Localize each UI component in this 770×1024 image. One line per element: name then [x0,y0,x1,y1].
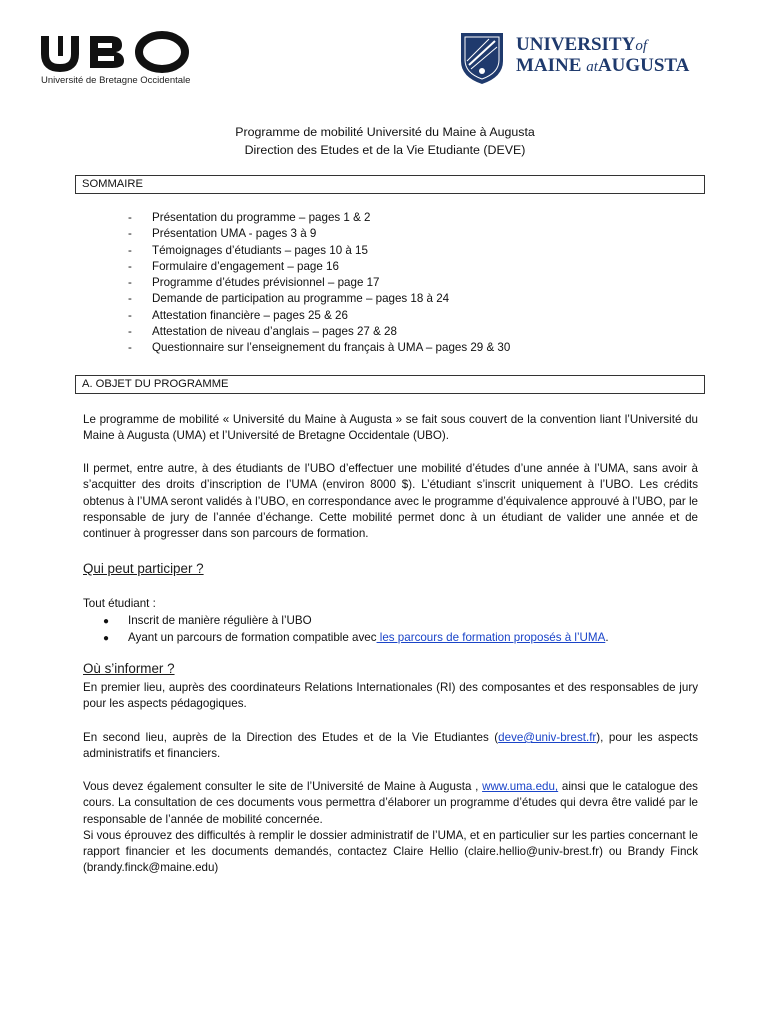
qui-heading: Qui peut participer ? [83,561,204,576]
page-subtitle: Direction des Etudes et de la Vie Etudiante (DEVE) [244,143,526,157]
page-title: Programme de mobilité Université du Maine à Augusta [235,125,535,139]
uma-logo-augusta: AUGUSTA [597,55,690,76]
bullet-icon: ● [103,616,110,627]
list-item: - Témoignages d’étudiants – pages 10 à 15 [128,243,368,257]
uma-logo-of: of [635,38,647,54]
uma-logo-maine: MAINE [516,55,582,76]
list-item: - Attestation financière – pages 25 & 26 [128,308,348,322]
list-item: - Formulaire d’engagement – page 16 [128,259,339,273]
uma-logo-at: at [586,59,598,75]
objet-permet-paragraph: Il permet, entre autre, à des étudiants de l’UBO d’effectuer une mobilité d’études d’une année à l’UMA, sans avoir à s’acquitter des droits d’inscription de l’UMA (environ 8000 $). L’étudiant s’inscrit uniquement à l’UBO. Les crédits obtenus à l’UMA seront validés à l’UBO, en correspondance avec le programme d’équivalence approuvé à l’UBO, par le responsable de jury de l’année d’échange. Cette mobilité permet donc à un étudiant de valider une année et de continuer à progresser dans son parcours de formation. [83,462,698,541]
list-item: - Présentation du programme – pages 1 & 2 [128,211,371,224]
sommaire-heading: SOMMAIRE [75,175,705,194]
list-item: - Questionnaire sur l’enseignement du français à UMA – pages 29 & 30 [128,341,511,355]
bullet-icon: ● [103,633,110,644]
uma-shield-icon [459,31,505,85]
ou-heading: Où s’informer ? [83,661,175,676]
list-item: - Demande de participation au programme – pages 18 à 24 [128,292,450,306]
ou-first-paragraph: En premier lieu, auprès des coordinateurs Relations Internationales (RI) des composantes et des responsables de jury pour les aspects pédagogiques. [83,681,698,711]
list-item: ● Inscrit de manière régulière à l’UBO [103,612,609,629]
uma-logo [459,31,729,87]
ubo-subtitle: Université de Bretagne Occidentale [41,75,191,86]
deve-email-link[interactable]: deve@univ-brest.fr [498,731,597,744]
qui-bullet-list [103,612,609,646]
list-item: ● Ayant un parcours de formation compatible avec les parcours de formation proposés à l’UMA. [103,629,609,646]
qui-intro: Tout étudiant : [83,597,156,610]
uma-logo-line1: UNIVERSITY [516,34,636,55]
list-item: - Programme d’études prévisionnel – page 17 [128,276,380,290]
objet-intro-paragraph: Le programme de mobilité « Université du Maine à Augusta » se fait sous couvert de la convention liant l’Université du Maine à Augusta (UMA) et l’Université de Bretagne Occidentale (UBO). [83,413,698,443]
ou-vous-paragraph: Vous devez également consulter le site de l’Université de Maine à Augusta , www.uma.edu, ainsi que le catalogue des cours. La consultation de ces documents vous permettra d’élaborer un programme d’études qui devra être validé par le responsable de l’année de mobilité concernée. Si vous éprouvez des difficultés à remplir le dossier administratif de l’UMA, et en particulier sur les parties concernant le rapport financier et les documents demandés, contactez Claire Hellio (claire.hellio@univ-brest.fr) ou Brandy Finck (brandy.finck@maine.edu) [83,779,698,877]
uma-website-link[interactable]: www.uma.edu, [482,780,559,793]
list-item: - Attestation de niveau d’anglais – pages 27 & 28 [128,325,397,339]
list-item: - Présentation UMA - pages 3 à 9 [128,227,317,241]
sommaire-list [128,210,510,357]
ou-difficultes-paragraph: Si vous éprouvez des difficultés à remplir le dossier administratif de l’UMA, et en particulier sur les parties concernant le rapport financier et les documents demandés, contactez Claire Hellio (claire.hellio@univ-brest.fr) ou Brandy Finck (brandy.finck@maine.edu) [83,828,698,875]
ou-second-paragraph: En second lieu, auprès de la Direction des Etudes et de la Vie Etudiantes (deve@univ-brest.fr), pour les aspects administratifs et financiers. [83,731,698,761]
parcours-link[interactable]: les parcours de formation proposés à l’UMA [376,631,606,644]
objet-heading: A. OBJET DU PROGRAMME [75,375,705,394]
